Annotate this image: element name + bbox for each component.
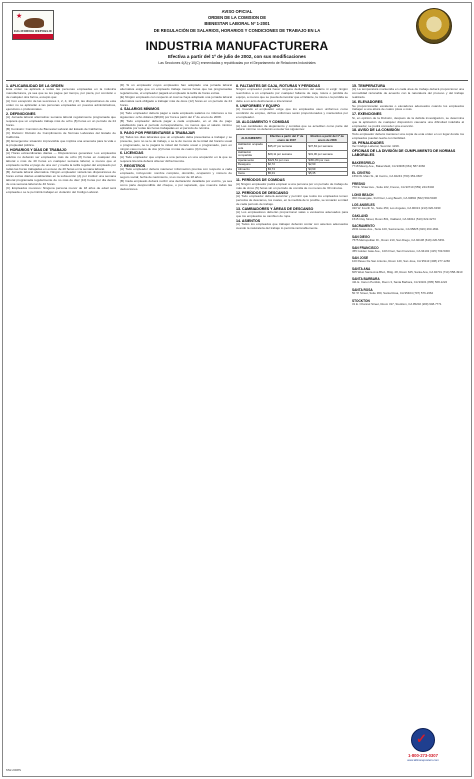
section-paragraph: Esta orden se aplicará a todas las personas empleadas en la industria manufacturera, ya sea que se les pague por tiempo, por pieza, por comisión o de cualquier otra forma, excepto que: [6,87,116,100]
section-heading: 6. LICENCIAS [120,151,144,156]
table-cell: $3,99 [307,167,348,171]
section-paragraph: (B) Comisión: Comisión de Bienestar Laboral del Estado de California. [6,126,103,131]
section-paragraph: (A) Horas extraordinarias diarias — Disposiciones generales: Los empleados adultos no deberán ser empleados más de ocho (8) horas en cualquier día laboral o más de 40 horas en cualquier semana laboral, a menos que el empleado reciba el pago de una vez y media la tarifa regular del empleado por todas las horas trabajadas en exceso de 40 horas en la semana laboral. [6,150,116,171]
office-entry [352,277,464,285]
office-entry [352,299,464,307]
section-paragraph: (A) Los empleadores deberán proporcionar salas o vestuarios adecuados para que los empleados se cambien de ropa. [236,210,348,219]
section-paragraph: Ningún empleador podrá hacer ninguna deducción del salario ni exigir ningún reembolso a un empleado por cualquier faltante de caja, rotura o pérdida de equipo, a menos que se pueda demostrar que el faltante, la rotura o la pérdida se debe a un acto deshonesto o intencional. [236,87,348,104]
commission-line: ORDEN DE LA COMISION DE [207,15,266,20]
office-entry [352,267,464,275]
office-address: 7575 Metropolitan Dr., Room 210, San Diego, CA 92108 (619) 220-5451 [352,237,445,242]
section-paragraph: (A) Las cantidades de alojamiento y comidas que se acrediten como parte del salario mínimo no deberán exceder las siguientes: [236,123,348,132]
section-paragraph: (B) Jornada laboral alternativa. Ningún empleador violará las disposiciones de horas extras diarias establecidas en la subsección (A) por instituir una semana laboral programada regularmente de no más de diez (10) horas por día dentro de una semana laboral de 40 horas. [6,170,116,187]
office-entry [352,171,464,179]
table-row [237,172,348,176]
all-in-one-logo [398,728,448,768]
section-heading: 1. APLICABILIDAD DE LA ORDEN [6,84,64,88]
logo-check-icon: ✓ [416,731,427,746]
section-paragraph: (A) Todos los días laborales que un empleado deba presentarse a trabajar y se presente, pero no se le dé trabajo, o se le dé menos de la mitad del horario usual o programado, se le pagará la mitad del horario usual o programado, pero en ningún caso menos de dos (2) horas ni más de cuatro (4) horas. [120,134,232,151]
office-name: SAN DIEGO [352,234,370,239]
section-heading: 14. ASIENTOS [236,219,261,223]
table-cell: $31,06 por semana [307,151,348,159]
office-address: 411 E. Canon Perdido, Room 3, Santa Barbara, CA 93101 (805) 568-1222 [352,280,448,285]
section-paragraph: Si, en opinión de la División, después de la debida investigación, se determina que la aplicación de cualquier disposición causaría una dificultad indebida al empleador, se podrá conceder una exención. [352,115,464,128]
section-paragraph: (B) Todo empleador deberá pagar a cada empleado, en el día de pago establecido para el período correspondiente, no menos que el salario mínimo aplicable por todas las horas trabajadas en el período de nómina. [120,118,232,131]
office-name: FRESNO [352,182,366,186]
office-address: 300 Oceangate, 3rd Floor, Long Beach, CA 90802 (562) 590-5048 [352,195,437,200]
office-entry [352,235,464,243]
office-address: 2031 Howe Ave., Suite 100, Sacramento, CA 95825 (916) 263-1811 [352,227,439,232]
table-cell: Almuerzo [237,167,267,171]
office-name: LONG BEACH [352,192,374,197]
office-entry [352,203,464,211]
section-paragraph: (A) Todo empleador que emplee a una persona en una ocupación en la que se requiera licencia deberá obtener dicha licencia. [120,154,232,163]
header-divider [6,80,468,81]
office-address: 1550 W. Main St., El Centro, CA 92243 (760) 353-0607 [352,174,423,179]
office-address: 455 Golden Gate Ave., 10th Floor, San Francisco, CA 94102 (415) 703-5300 [352,248,450,253]
text-column-3 [236,84,348,724]
regulation-line: DE REGULACIÓN DE SALARIOS, HORARIOS Y CONDICIONES DE TRABAJO EN LA [153,28,321,33]
office-address: 770 E. Shaw Ave., Suite 222, Fresno, CA 93710 (559) 244-5340 [352,185,435,189]
office-address: 1515 Clay Street, Room 801, Oakland, CA 94612 (510) 622-3273 [352,216,436,221]
section-paragraph: (A) Todo empleador deberá mantener información precisa con respecto a cada empleado, incluyendo: nombre completo, domicilio, ocupación y número de seguro social; fecha de nacimiento, si es menor de 18 años. [120,167,232,179]
table-cell: $29,11 por semana [266,151,307,159]
flag-label: CALIFORNIA REPUBLIC [13,29,53,33]
table-cell: Desayuno [237,163,267,167]
table-cell: Cena [237,172,267,176]
table-header-cell: Efectivo a partir del 1º de enero de 2007 [266,135,307,143]
section-paragraph: (D) Si un empleador cuyos empleados han adoptado una jornada laboral alternativa exige que un empleado trabaje menos horas que las programadas regularmente, el empleador pagará al empleado la tarifa de horas extras. [120,84,232,95]
office-name: SANTA BARBARA [352,277,380,282]
office-entry [352,256,464,264]
table-cell: Habitación compartida [237,151,267,159]
office-entry [352,161,464,169]
office-address: 31 E. Channel Street, Room 317, Stockton, CA 95202 (209) 948-7771 [352,301,442,306]
section-paragraph: Ver Código Laboral, Sección 1199. [352,144,400,149]
section-paragraph: (A) La temperatura mantenida en cada área de trabajo deberá proporcionar una comodidad razonable de acuerdo con la naturaleza del proceso y del trabajo realizado. [352,87,464,100]
logo-website: www.allinoneposters.com [407,758,439,762]
section-heading: OFICINAS DE LA DIVISIÓN DE CUMPLIMIENTO DE NORMAS LABORALES [352,149,456,158]
table-header-cell: Efectivo a partir del 1º de enero de 2008 [307,135,348,143]
section-heading: 2. DEFINICIONES [6,111,36,116]
table-cell: $2,90 [307,163,348,167]
section-paragraph: (A) Todo empleador deberá pagar a cada empleado salarios no inferiores a los siguientes: ocho dólares ($8,00) por hora a partir del 1º de enero de 2008. [120,110,232,119]
state-seal-icon [416,8,452,44]
effective-date: Efectiva a partir del 1º de julio de 2002, con sus modificaciones [167,54,306,59]
section-paragraph: (A) Cuando el empleador exige que los empleados usen uniformes como condición de empleo, dichos uniformes serán proporcionados y mantenidos por el empleador. [236,107,348,120]
section-heading: 11. PERÍODOS DE COMIDAS [236,178,285,183]
office-entry [352,246,464,254]
table-cell: $37,63 por semana [307,143,348,151]
table-cell: $423,51 por mes [266,158,307,162]
office-entry [352,224,464,232]
notice-kicker: AVISO OFICIAL [221,9,253,14]
office-entry [352,193,464,201]
office-address: 50 'D' Street, Suite 360, Santa Rosa, CA 95404 (707) 576-2362 [352,290,434,295]
poster-code: MW-2008S [6,768,21,772]
section-paragraph: (A) Con excepción de las secciones 1, 2, 4, 10 y 20, las disposiciones de esta orden no se aplicarán a las personas empleadas en puestos administrativos, ejecutivos o profesionales. [6,99,116,111]
flag-bear-icon [24,18,44,28]
table-row [237,143,348,151]
section-heading: 13. CAMBIADORES Y ÁREAS DE DESCANSO [236,206,314,211]
section-heading: 18. AVISO DE LA COMISIÓN [352,128,400,133]
office-address: 605 West Santa Ana Blvd., Bldg. 28, Room 625, Santa Ana, CA 92701 (714) 558-4910 [352,269,463,274]
office-name: LOS ANGELES [352,203,375,208]
amendment-note: Las Secciones 4(A) y 10(C) enmendadas y republicadas por el Departamento de Relaciones Industriales [158,61,316,65]
section-paragraph: (A) Jornada laboral alternativa: semana laboral regularmente programada que requiera que un empleado trabaje más de ocho (8) horas en un período de 24 horas. [6,115,116,128]
office-address: 100 Paseo De San Antonio, Room 120, San Jose, CA 95113 (408) 277-1266 [352,259,450,264]
section-paragraph: (A) Todos los empleados que trabajen deberán contar con asientos adecuados cuando la naturaleza del trabajo lo permita razonablemente. [236,222,348,231]
office-name: EL CENTRO [352,171,371,176]
office-name: STOCKTON [352,298,370,303]
section-paragraph: (A) Ningún empleador podrá emplear a una persona por un período de trabajo de más de cinco (5) horas sin un período de comida de no menos de 30 minutos. [236,181,348,190]
flag-star-icon: ★ [16,13,23,20]
section-heading: 8. FALTANTES DE CAJA, ROTURAS Y PÉRDIDAS [236,84,320,88]
table-cell: $451,89 por mes [307,158,348,162]
section-heading: 17. EXENCIONES [352,112,382,117]
table-cell: $5,01 [266,172,307,176]
office-entry [352,288,464,296]
section-heading: 9. UNIFORMES Y EQUIPO [236,104,280,109]
logo-phone: 1-800-273-0307 [408,753,438,758]
office-name: OAKLAND [352,213,368,218]
section-paragraph: (A) Todo empleador deberá autorizar y permitir que todos los empleados tomen períodos de descanso, los cuales, en la medida de lo posible, se tomarán a mitad de cada período de trabajo. [236,194,348,206]
office-entry [352,182,464,190]
office-name: BAKERSFIELD [352,160,375,165]
office-address: 320 W. Fourth St., Suite 450, Los Angeles, CA 90013 (213) 620-6330 [352,206,441,211]
office-name: SANTA ROSA [352,287,373,292]
text-column-4 [352,84,464,724]
text-column-2 [120,84,232,724]
page-title: INDUSTRIA MANUFACTURERA [145,39,329,53]
office-name: SAN JOSE [352,256,369,261]
text-column-1 [6,84,116,724]
section-heading: 16. ELEVADORES [352,100,383,105]
section-paragraph: (C) Empleados menores: Ninguna persona menor de 18 años de edad será empleada o se le permitirá trabajar en violación del Código Laboral. [6,186,116,194]
section-heading: 7. REGISTROS [120,163,146,168]
section-heading: 12. PERÍODOS DE DESCANSO [236,190,289,195]
section-paragraph: Se proporcionarán escaleras o elevadores adecuados cuando los empleados trabajen a una altura de cuatro pisos o más. [352,103,464,112]
office-name: SACRAMENTO [352,224,375,229]
california-flag-icon [12,10,54,40]
office-name: SAN FRANCISCO [352,245,379,250]
section-heading: 4. SALARIOS MÍNIMOS [120,107,160,112]
section-heading: 15. TEMPERATURA [352,84,386,88]
table-cell: $35,27 por semana [266,143,307,151]
order-number: BIENESTAR LABORAL Nº 1-2001 [204,21,270,26]
section-heading: 3. HORARIOS Y DÍAS DE TRABAJO [6,147,67,152]
section-heading: 10. ALOJAMIENTO Y COMIDAS [236,120,290,125]
section-paragraph: (C) División: División de Cumplimiento de Normas Laborales del Estado de California. [6,130,116,139]
table-cell: $3,74 [266,167,307,171]
section-heading: 19. PENALIDADES [352,140,384,145]
table-cell: $5,35 [307,172,348,176]
table-cell: $2,72 [266,163,307,167]
section-paragraph: (B) Cada empleado deberá recibir una declaración detallada por escrito, ya sea como parte desprendible del cheque, o por separado, que muestre todas las deducciones. [120,178,232,191]
section-paragraph: Todo empleador deberá mantener una copia de esta orden en un lugar donde los empleados puedan leerla con facilidad. [352,131,464,140]
office-address: 7718 Meany Ave., Bakersfield, CA 93308 (661) 587-3060 [352,163,426,168]
table-cell: Habitación ocupada sola [237,143,267,151]
table-header-cell: ALOJAMIENTO [237,135,267,143]
section-paragraph: (E) Ningún empleado con respecto al cual se haya adoptado una jornada laboral alternativa será obligado a trabajar más de doce (12) horas en un período de 24 horas. [120,94,232,107]
table-cell: Apartamento [237,158,267,162]
meals-lodging-table [236,134,348,176]
office-name: SANTA ANA [352,266,371,271]
section-heading: 5. PAGO POR PRESENTARSE A TRABAJAR [120,131,195,136]
flag-stripe [13,34,53,39]
office-entry [352,214,464,222]
section-paragraph: (D) Emergencia: situación imprevisible que implica una amenaza para la vida o la propiedad pública. [6,138,116,147]
